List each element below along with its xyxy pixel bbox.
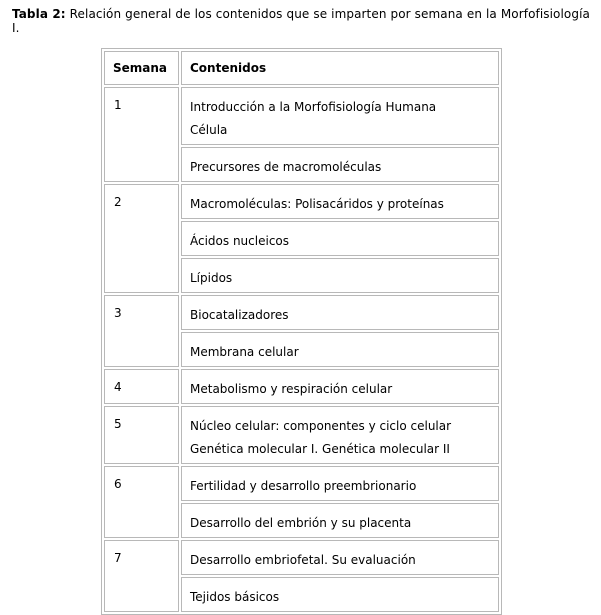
contents-line: Genética molecular I. Genética molecular II — [190, 442, 450, 456]
contents-cell — [181, 221, 499, 256]
header-week: Semana — [104, 51, 179, 85]
contents-table — [101, 48, 502, 615]
table-row — [104, 466, 499, 501]
contents-line: Célula — [190, 123, 228, 137]
contents-line: Desarrollo del embrión y su placenta — [190, 516, 412, 530]
table-caption — [12, 7, 590, 35]
contents-cell — [181, 295, 499, 330]
contents-cell — [181, 184, 499, 219]
caption-label: Tabla 2: — [12, 7, 66, 21]
contents-cell — [181, 466, 499, 501]
caption-text: Relación general de los contenidos que se imparten por semana en la Morfofisiología I. — [12, 7, 590, 35]
week-cell: 7 — [104, 540, 179, 612]
table-row — [104, 540, 499, 575]
contents-line: Fertilidad y desarrollo preembrionario — [190, 479, 417, 493]
contents-line: Introducción a la Morfofisiología Humana — [190, 100, 437, 114]
week-cell: 2 — [104, 184, 179, 293]
table-body — [104, 87, 499, 612]
contents-cell — [181, 87, 499, 145]
header-row — [104, 51, 499, 85]
contents-cell — [181, 369, 499, 404]
contents-line: Metabolismo y respiración celular — [190, 382, 393, 396]
contents-cell — [181, 332, 499, 367]
contents-line: Ácidos nucleicos — [190, 234, 290, 248]
week-cell: 1 — [104, 87, 179, 182]
week-cell: 3 — [104, 295, 179, 367]
contents-line: Membrana celular — [190, 345, 299, 359]
contents-cell — [181, 577, 499, 612]
table-row — [104, 87, 499, 145]
contents-line: Núcleo celular: componentes y ciclo celular — [190, 419, 452, 433]
contents-cell — [181, 540, 499, 575]
contents-cell — [181, 503, 499, 538]
contents-line: Biocatalizadores — [190, 308, 289, 322]
week-cell: 5 — [104, 406, 179, 464]
contents-line: Precursores de macromoléculas — [190, 160, 382, 174]
contents-line: Tejidos básicos — [190, 590, 280, 604]
contents-line: Lípidos — [190, 271, 233, 285]
table-row — [104, 184, 499, 219]
header-contents: Contenidos — [181, 51, 499, 85]
table-row — [104, 295, 499, 330]
contents-cell — [181, 258, 499, 293]
contents-line: Desarrollo embriofetal. Su evaluación — [190, 553, 416, 567]
contents-line: Macromoléculas: Polisacáridos y proteínas — [190, 197, 444, 211]
week-cell: 4 — [104, 369, 179, 404]
table-row — [104, 406, 499, 464]
contents-cell — [181, 147, 499, 182]
week-cell: 6 — [104, 466, 179, 538]
table-row — [104, 369, 499, 404]
contents-cell — [181, 406, 499, 464]
